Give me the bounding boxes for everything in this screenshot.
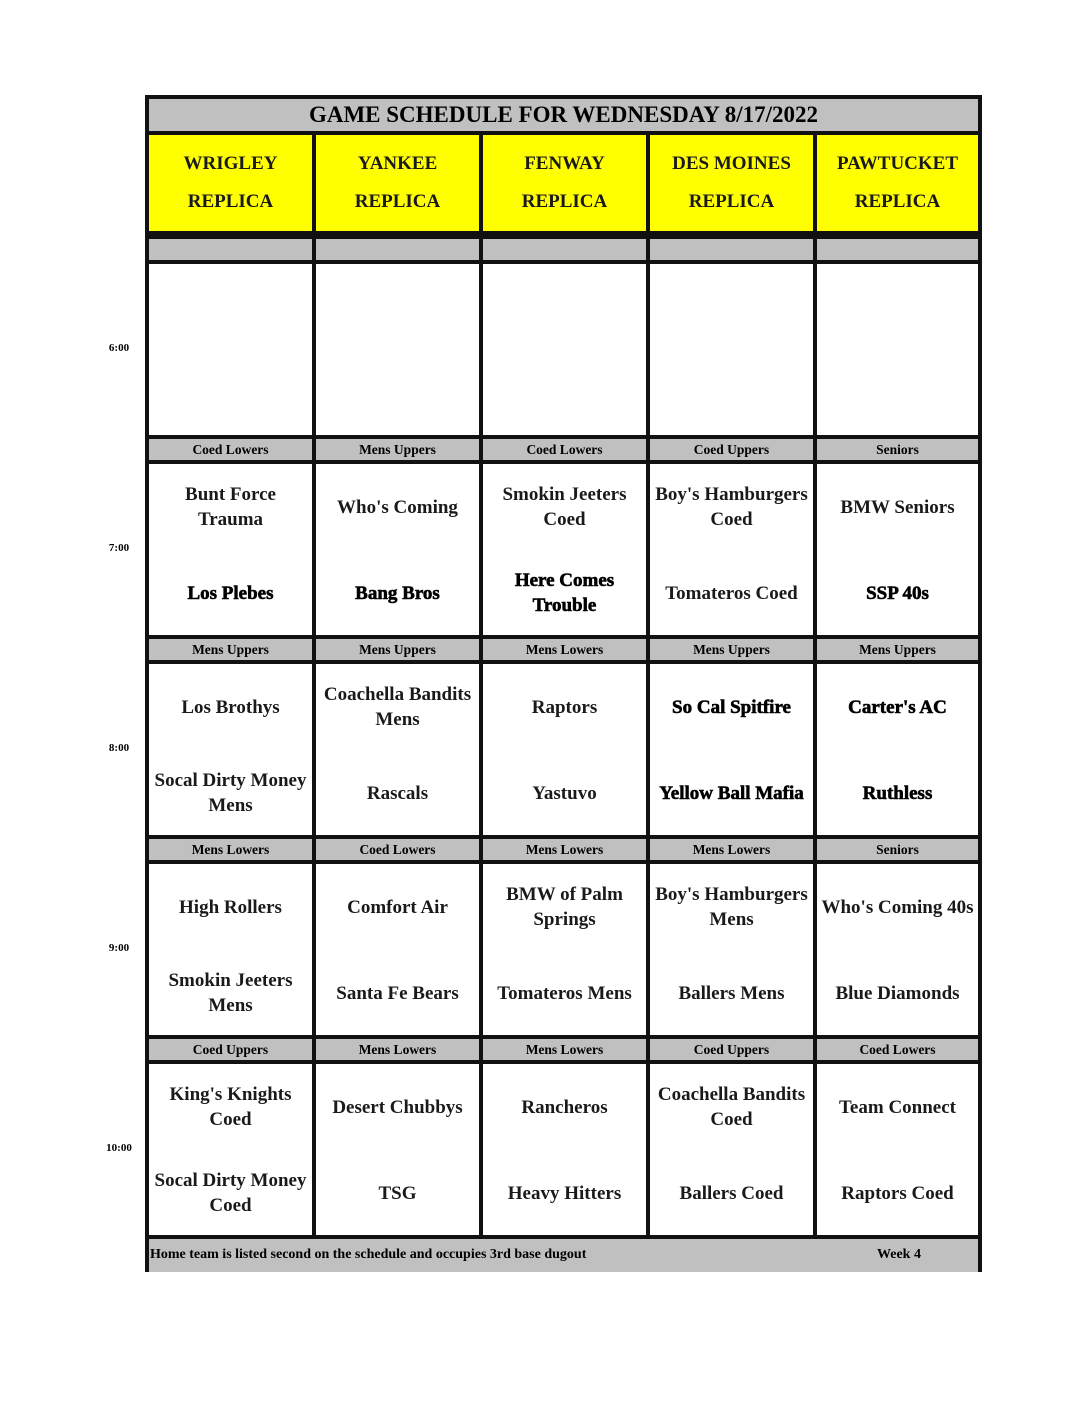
home-team	[483, 350, 646, 436]
home-team: Tomateros Mens	[497, 982, 632, 1004]
division-label: Seniors	[817, 839, 978, 860]
division-label: Mens Uppers	[316, 639, 479, 660]
division-label: Coed Lowers	[483, 439, 646, 460]
game-cell	[149, 664, 312, 835]
away-team: Boy's Hamburgers Mens	[655, 884, 808, 930]
home-team: TSG	[378, 1182, 417, 1204]
game-cell	[817, 1064, 978, 1235]
division-label: Mens Uppers	[149, 639, 312, 660]
game-cell	[650, 464, 813, 635]
game-cell	[316, 264, 479, 435]
game-cell	[483, 864, 646, 1035]
game-cell	[316, 664, 479, 835]
game-cell	[483, 264, 646, 435]
away-team: Comfort Air	[347, 896, 448, 918]
division-label: Mens Lowers	[149, 839, 312, 860]
home-team: Blue Diamonds	[835, 982, 960, 1004]
field-header	[316, 135, 479, 231]
division-row	[149, 439, 978, 460]
division-row	[149, 839, 978, 860]
footer-note: Home team is listed second on the schedule and occupies 3rd base dugout	[150, 1247, 587, 1262]
away-team: So Cal Spitfire	[672, 696, 791, 718]
home-team: Ruthless	[862, 782, 933, 804]
home-team: Rascals	[366, 782, 429, 804]
home-team	[817, 350, 978, 436]
away-team: Carter's AC	[848, 696, 947, 718]
footer-bar	[149, 1239, 978, 1272]
away-team: Rancheros	[521, 1096, 608, 1118]
game-cell	[149, 864, 312, 1035]
schedule-title: GAME SCHEDULE FOR WEDNESDAY 8/17/2022	[149, 99, 978, 131]
home-team: Ballers Coed	[679, 1182, 784, 1204]
division-label	[316, 239, 479, 260]
home-team: Los Plebes	[187, 582, 274, 604]
field-type: REPLICA	[187, 191, 274, 212]
division-label	[650, 239, 813, 260]
time-label: 9:00	[108, 942, 130, 954]
division-label: Coed Lowers	[316, 839, 479, 860]
home-team: Heavy Hitters	[507, 1182, 622, 1204]
away-team	[483, 264, 646, 350]
time-label: 6:00	[108, 342, 130, 354]
field-header	[650, 135, 813, 231]
game-row	[149, 664, 978, 835]
game-row	[149, 264, 978, 435]
field-type: REPLICA	[688, 191, 775, 212]
game-cell	[650, 664, 813, 835]
division-label: Mens Lowers	[483, 839, 646, 860]
home-team: Ballers Mens	[678, 982, 785, 1004]
field-name: YANKEE	[357, 153, 438, 174]
home-team: Yellow Ball Mafia	[659, 782, 804, 804]
division-label: Coed Lowers	[817, 1039, 978, 1060]
schedule-table	[145, 95, 982, 1272]
division-label: Mens Uppers	[817, 639, 978, 660]
home-team	[316, 350, 479, 436]
home-team: Tomateros Coed	[665, 582, 798, 604]
away-team: Smokin Jeeters Coed	[502, 484, 627, 530]
game-cell	[817, 464, 978, 635]
game-cell	[817, 664, 978, 835]
field-type: REPLICA	[521, 191, 608, 212]
division-row	[149, 1039, 978, 1060]
division-label	[483, 239, 646, 260]
division-label: Mens Lowers	[650, 839, 813, 860]
home-team: Smokin Jeeters Mens	[168, 970, 293, 1016]
division-label: Coed Lowers	[149, 439, 312, 460]
field-type: REPLICA	[354, 191, 441, 212]
home-team: Santa Fe Bears	[336, 982, 459, 1004]
division-label: Mens Uppers	[316, 439, 479, 460]
division-row	[149, 239, 978, 260]
away-team	[149, 264, 312, 350]
home-team	[650, 350, 813, 436]
time-label: 8:00	[108, 742, 130, 754]
field-header	[149, 135, 312, 231]
field-header-row	[149, 135, 978, 231]
week-label: Week 4	[877, 1247, 921, 1262]
away-team	[650, 264, 813, 350]
home-team: Socal Dirty Money Mens	[154, 770, 307, 816]
game-cell	[650, 1064, 813, 1235]
division-label	[149, 239, 312, 260]
game-cell	[316, 1064, 479, 1235]
division-label: Seniors	[817, 439, 978, 460]
field-name: DES MOINES	[672, 153, 791, 174]
away-team: High Rollers	[179, 896, 282, 918]
away-team: BMW of Palm Springs	[506, 884, 623, 930]
home-team: Yastuvo	[532, 782, 597, 804]
division-label: Coed Uppers	[650, 439, 813, 460]
game-cell	[316, 864, 479, 1035]
home-team: Socal Dirty Money Coed	[154, 1170, 307, 1216]
division-label: Mens Lowers	[483, 639, 646, 660]
game-cell	[483, 1064, 646, 1235]
division-row	[149, 639, 978, 660]
field-header	[817, 135, 978, 231]
time-label: 7:00	[108, 542, 130, 554]
division-label	[817, 239, 978, 260]
game-row	[149, 464, 978, 635]
game-cell	[149, 464, 312, 635]
game-row	[149, 1064, 978, 1235]
away-team: Bunt Force Trauma	[185, 484, 276, 530]
home-team	[149, 350, 312, 436]
away-team	[316, 264, 479, 350]
away-team: Boy's Hamburgers Coed	[655, 484, 808, 530]
home-team: Here Comes Trouble	[514, 570, 615, 616]
game-cell	[817, 864, 978, 1035]
away-team: Coachella Bandits Mens	[323, 684, 472, 730]
game-row	[149, 864, 978, 1035]
away-team: Desert Chubbys	[332, 1096, 463, 1118]
field-name: FENWAY	[524, 153, 605, 174]
field-header	[483, 135, 646, 231]
away-team: Los Brothys	[181, 696, 280, 718]
home-team: SSP 40s	[866, 582, 929, 604]
time-label: 10:00	[106, 1142, 132, 1154]
game-cell	[650, 264, 813, 435]
field-name: PAWTUCKET	[836, 153, 959, 174]
away-team: King's Knights Coed	[169, 1084, 292, 1130]
away-team: Raptors	[531, 696, 598, 718]
division-label: Mens Lowers	[316, 1039, 479, 1060]
away-team	[817, 264, 978, 350]
game-cell	[149, 264, 312, 435]
home-team: Bang Bros	[355, 582, 440, 604]
away-team: BMW Seniors	[840, 496, 955, 518]
field-name: WRIGLEY	[183, 153, 278, 174]
game-cell	[149, 1064, 312, 1235]
game-cell	[483, 464, 646, 635]
game-cell	[483, 664, 646, 835]
game-cell	[817, 264, 978, 435]
division-label: Mens Lowers	[483, 1039, 646, 1060]
game-cell	[316, 464, 479, 635]
home-team: Raptors Coed	[841, 1182, 954, 1204]
away-team: Coachella Bandits Coed	[657, 1084, 806, 1130]
game-cell	[650, 864, 813, 1035]
division-label: Coed Uppers	[149, 1039, 312, 1060]
away-team: Who's Coming	[337, 496, 458, 518]
field-type: REPLICA	[854, 191, 941, 212]
away-team: Team Connect	[839, 1096, 956, 1118]
division-label: Mens Uppers	[650, 639, 813, 660]
away-team: Who's Coming 40s	[821, 896, 974, 918]
division-label: Coed Uppers	[650, 1039, 813, 1060]
